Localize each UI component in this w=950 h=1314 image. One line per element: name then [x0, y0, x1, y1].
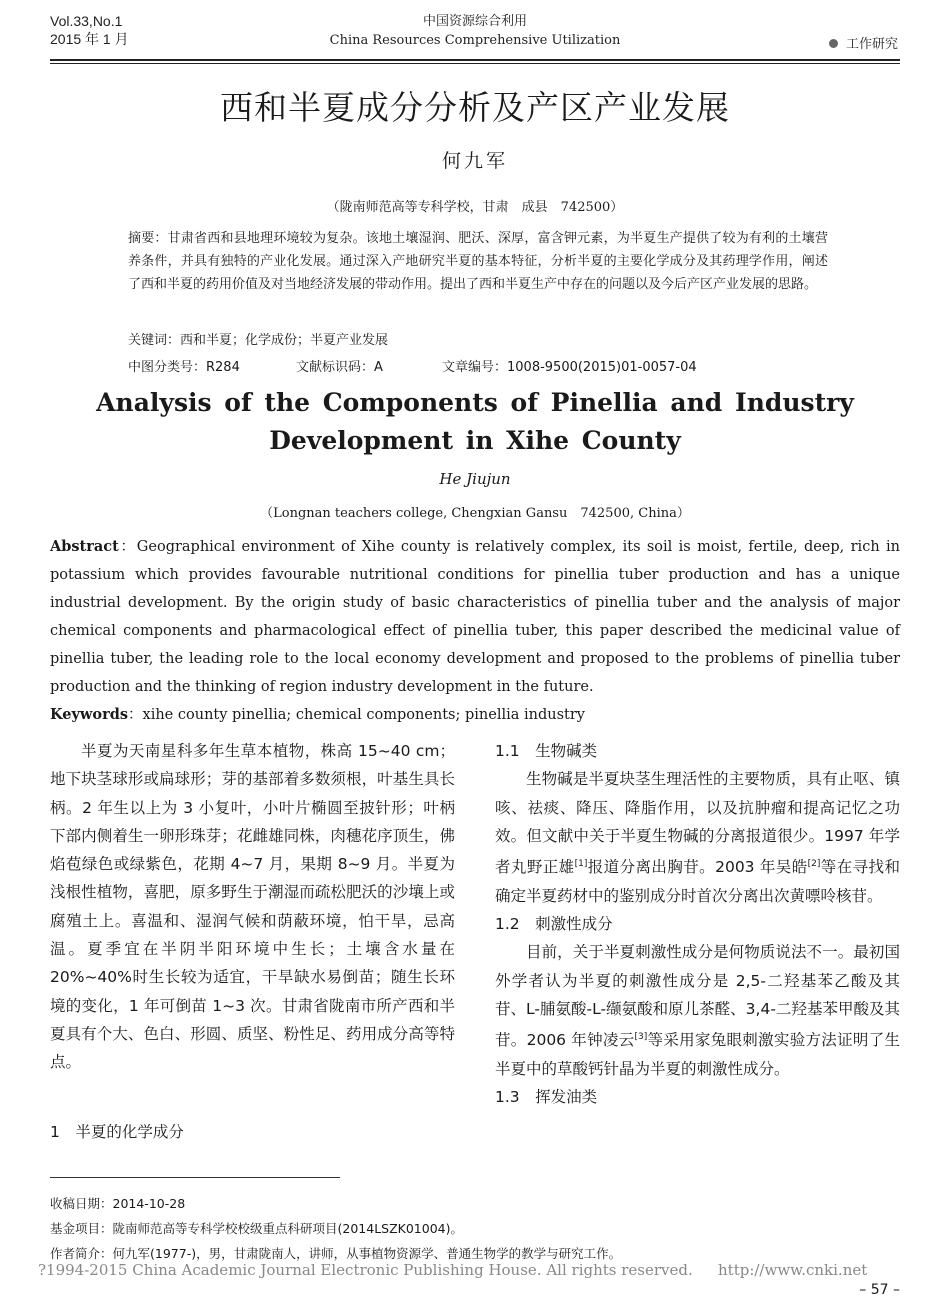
abstract-en-label: Abstract — [50, 538, 119, 555]
paragraph-text: 报道分离出胸苷。2003 年吴皓 — [587, 858, 808, 877]
abstract-en-text: ：Geographical environment of Xihe county is relatively complex, its soil is moist, fertile, deep, rich in potassium which provides favourable nutritional conditions for pinellia tuber production and has a unique industrial development. By the origin study of basic characteristics of pinellia tuber and the analysis of major chemical components and pharmacological effect of pinellia tuber, this paper described the medicinal value of pinellia tuber, the leading role to the local economy development and proposed to the problems of pinellia tuber production and the thinking of region industry development in the future. — [50, 539, 900, 695]
subsection-heading-1-2: 1.2 刺激性成分 — [495, 914, 613, 933]
article-title-en — [50, 384, 900, 460]
body-column-right — [495, 737, 900, 1111]
keywords-en — [50, 703, 585, 724]
header-rule-thin — [50, 63, 900, 64]
body-paragraph — [495, 765, 900, 910]
footnote-fund: 基金项目：陇南师范高等专科学校校级重点科研项目(2014LSZK01004)。 — [50, 1221, 463, 1236]
paragraph-text: 目前，关于半夏刺激性成分是何物质说法不一。最初国外学者认为半夏的刺激性成分是 2,5-二羟基苯乙酸及其苷、L-脯氨酸-L-缬氨酸和原儿茶醛、3,4-二羟基苯甲酸及其苷。2006 年钟凌云 — [495, 943, 900, 1050]
header-rule — [50, 59, 900, 61]
journal-volume-info — [50, 12, 129, 48]
section-label — [829, 33, 898, 52]
abstract-cn: 摘要：甘肃省西和县地理环境较为复杂。该地土壤湿润、肥沃、深厚，富含钾元素，为半夏生产提供了较为有利的土壤营养条件，并具有独特的产业化发展。通过深入产地研究半夏的基本特征，分析半夏的主要化学成分及其药理学作用，阐述了西和半夏的药用价值及对当地经济发展的带动作用。提出了西和半夏生产中存在的问题以及今后产区产业发展的思路。 — [128, 231, 828, 292]
citation-ref: [2] — [807, 859, 821, 870]
title-en-line1: Analysis of the Components of Pinellia and Industry — [96, 388, 854, 417]
body-paragraph: 半夏为天南星科多年生草本植物，株高 15~40 cm；地下块茎球形或扁球形；芽的基部着多数须根，叶基生具长柄。2 年生以上为 3 小复叶，小叶片椭圆至披针形；叶柄下部内侧着生一卵形珠芽；花雌雄同株，肉穗花序顶生，佛焰苞绿色或绿紫色，花期 4~7 月，果期 8~9 月。半夏为浅根性植物，喜肥，原多野生于潮湿而疏松肥沃的沙壤上或腐殖土上。喜温和、湿润气候和荫蔽环境，怕干旱，忌高温。夏季宜在半阴半阳环境中生长；土壤含水量在 20%~40%时生长较为适宜，干旱缺水易倒苗；随生长环境的变化，1 年可倒苗 1~3 次。甘肃省陇南市所产西和半夏具有个大、色白、形圆、质坚、粉性足、药用成分高等特点。 — [50, 742, 455, 1072]
journal-title-block — [300, 12, 650, 50]
subsection-heading-1-3: 1.3 挥发油类 — [495, 1087, 598, 1106]
journal-name-en: China Resources Comprehensive Utilization — [329, 33, 621, 48]
article-number: 文章编号：1008-9500(2015)01-0057-04 — [442, 360, 697, 375]
abstract-en — [50, 533, 900, 701]
volume-label: Vol.33,No.1 — [50, 13, 123, 29]
journal-name-cn: 中国资源综合利用 — [422, 14, 527, 29]
citation-ref: [1] — [574, 859, 588, 870]
affiliation-en: （Longnan teachers college, Chengxian Gansu 742500, China） — [260, 506, 690, 521]
paragraph-text: 等采用家兔眼刺激实验方法证明了生半夏中的草酸钙针晶为半夏的刺激性成分。 — [495, 1031, 900, 1078]
cnki-link[interactable]: http://www.cnki.net — [718, 1261, 868, 1279]
document-code: 文献标识码：A — [296, 360, 383, 375]
clc-number: 中图分类号：R284 — [128, 360, 240, 375]
author-en: He Jiujun — [439, 470, 511, 488]
section-heading-1: 1 半夏的化学成分 — [50, 1123, 184, 1141]
section-name: 工作研究 — [845, 37, 898, 52]
footnote-rule — [50, 1177, 340, 1178]
paragraph-text: 等在寻找和确定半夏药材中的鉴别成分时首次分离出次黄嘌呤核苷。 — [495, 858, 900, 905]
title-en-line2: Development in Xihe County — [269, 426, 681, 455]
page-number: – 57 – — [859, 1282, 900, 1298]
footnote-author-bio: 作者简介：何九军(1977-)，男，甘肃陇南人，讲师，从事植物资源学、普通生物学的教学与研究工作。 — [50, 1246, 622, 1261]
paragraph-text: 生物碱是半夏块茎生理活性的主要物质，具有止呕、镇咳、祛痰、降压、降脂作用，以及抗肿瘤和提高记忆之功效。但文献中关于半夏生物碱的分离报道很少。1997 年学者丸野正雄 — [495, 770, 900, 877]
footnote-received: 收稿日期：2014-10-28 — [50, 1196, 186, 1211]
article-title-cn: 西和半夏成分分析及产区产业发展 — [220, 88, 730, 127]
author-cn: 何九军 — [441, 150, 508, 172]
copyright-text: ?1994-2015 China Academic Journal Electronic Publishing House. All rights reserved. — [38, 1261, 693, 1279]
keywords-cn: 关键词：西和半夏；化学成份；半夏产业发展 — [128, 333, 389, 348]
citation-ref: [3] — [634, 1032, 648, 1043]
bullet-icon — [829, 39, 838, 48]
keywords-en-label: Keywords — [50, 706, 129, 723]
body-paragraph — [495, 938, 900, 1083]
body-column-left — [50, 737, 455, 1077]
issue-date: 2015 年 1 月 — [50, 31, 129, 47]
affiliation-cn: （陇南师范高等专科学校，甘肃 成县 742500） — [326, 200, 624, 215]
keywords-en-text: ：xihe county pinellia; chemical components; pinellia industry — [128, 707, 585, 723]
subsection-heading-1-1: 1.1 生物碱类 — [495, 742, 598, 760]
